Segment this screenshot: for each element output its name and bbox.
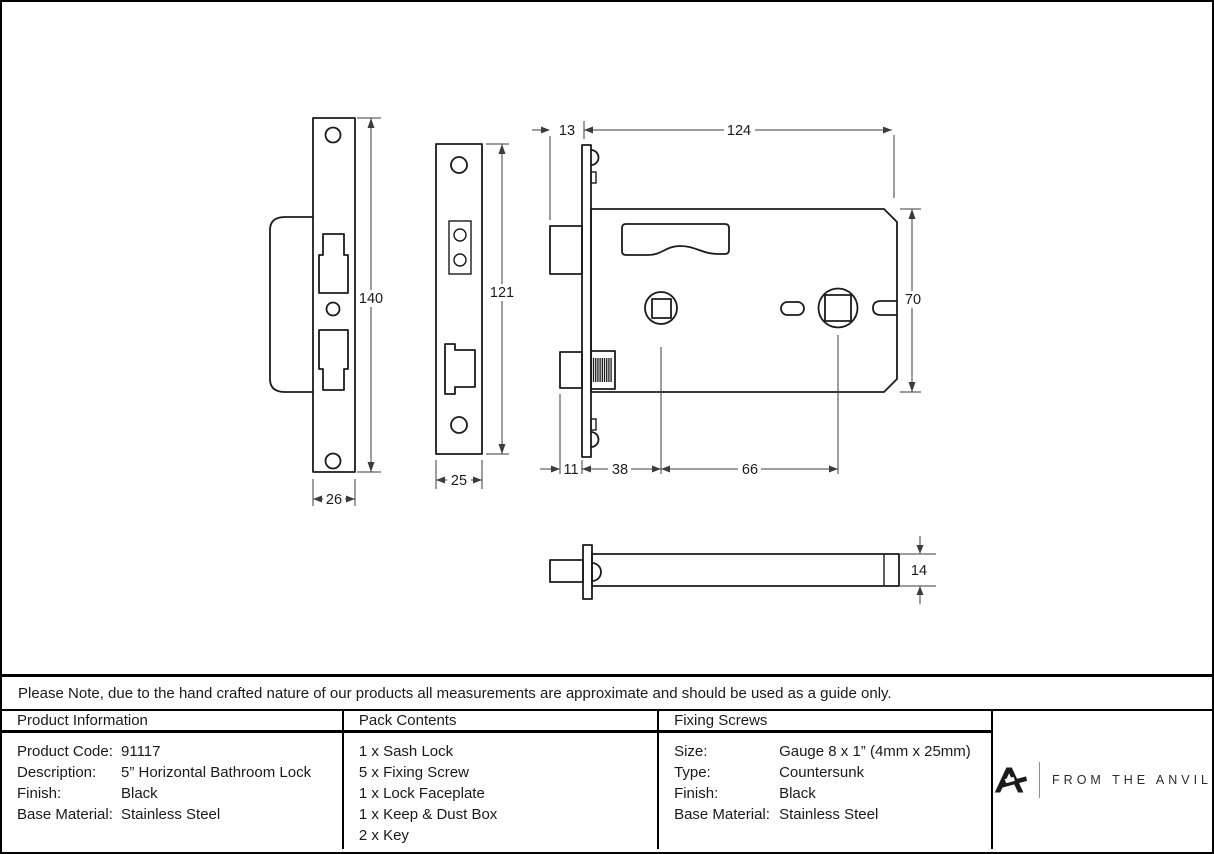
dim-label-26: 26 <box>325 492 343 508</box>
finish-value: Black <box>121 785 158 802</box>
product-code-value: 91117 <box>121 743 161 760</box>
description-label: Description: <box>17 764 97 781</box>
dim-label-70: 70 <box>904 292 922 308</box>
faceplate-edge <box>582 145 591 457</box>
dim-label-25: 25 <box>450 473 468 489</box>
handle-cutout <box>622 224 729 255</box>
product-information-body <box>2 733 342 849</box>
pack-item: 1 x Lock Faceplate <box>358 785 485 802</box>
product-code-label: Product Code: <box>17 743 113 760</box>
screw-finish-label: Finish: <box>674 785 719 802</box>
dim-label-14: 14 <box>910 563 928 579</box>
screw-type-row <box>674 762 991 783</box>
technical-drawing <box>2 2 1212 666</box>
edge-notch <box>873 301 897 315</box>
pack-item: 5 x Fixing Screw <box>358 764 469 781</box>
screw-material-label: Base Material: <box>674 806 770 823</box>
pack-item: 2 x Key <box>358 827 409 844</box>
keep-screw-hole-top <box>326 128 341 143</box>
note-text: Please Note, due to the hand crafted nature of our products all measurements are approximate and should be used as a guide only. <box>18 684 892 702</box>
base-material-value: Stainless Steel <box>121 806 221 823</box>
base-material-row <box>17 804 342 825</box>
keep-bolt-cutout <box>319 330 348 390</box>
dead-bolt <box>560 352 582 388</box>
faceplate-section <box>583 545 592 599</box>
pack-contents-header: Pack Contents <box>344 711 657 733</box>
base-material-label: Base Material: <box>17 806 113 823</box>
keep-latch-cutout <box>319 234 348 293</box>
screw-finish-value: Black <box>779 785 816 802</box>
keep-plate-drawing <box>270 118 383 508</box>
bolt-spring-coil <box>594 358 612 382</box>
faceplate <box>436 144 482 454</box>
keep-screw-hole-bottom <box>326 454 341 469</box>
dim-label-66: 66 <box>741 462 759 478</box>
dim-label-140: 140 <box>358 291 384 307</box>
fixing-screws-body <box>659 733 991 849</box>
dim-label-38: 38 <box>611 462 629 478</box>
dim-label-11: 11 <box>563 462 579 478</box>
screw-finish-row <box>674 783 991 804</box>
logo-divider <box>1039 762 1040 798</box>
dim-label-13: 13 <box>558 123 576 139</box>
screw-material-row <box>674 804 991 825</box>
dim-label-121: 121 <box>489 285 515 301</box>
finish-label: Finish: <box>17 785 62 802</box>
pack-item: 1 x Keep & Dust Box <box>358 806 498 823</box>
screw-size-label: Size: <box>674 743 708 760</box>
fixing-screws-header: Fixing Screws <box>659 711 991 733</box>
spindle-hole-left <box>652 299 671 318</box>
pack-contents-body <box>344 733 657 849</box>
keep-plate <box>313 118 355 472</box>
oval-hole <box>781 302 804 315</box>
snib-hole-bottom <box>454 254 466 266</box>
lock-case-drawing <box>532 121 921 478</box>
product-code-row <box>17 741 342 762</box>
description-value: 5” Horizontal Bathroom Lock <box>121 764 312 781</box>
product-information-header: Product Information <box>2 711 342 733</box>
dust-box-outline <box>270 217 313 392</box>
snib-hole-top <box>454 229 466 241</box>
faceplate-screw-hole-top <box>451 157 467 173</box>
screw-size-value: Gauge 8 x 1” (4mm x 25mm) <box>779 743 971 760</box>
screw-head-top <box>591 150 599 165</box>
lock-faceplate-drawing <box>436 144 514 489</box>
dim-label-124: 124 <box>726 123 752 139</box>
keep-screw-hole-middle <box>327 303 340 316</box>
fixing-screws-column <box>657 711 991 849</box>
faceplate-screw-hole-bottom <box>451 417 467 433</box>
case-section-drawing <box>550 536 936 604</box>
screw-material-value: Stainless Steel <box>779 806 879 823</box>
case-section-body <box>592 554 899 586</box>
screw-type-label: Type: <box>674 764 711 781</box>
pack-contents-column <box>342 711 657 849</box>
anvil-logo-icon <box>993 765 1027 795</box>
screw-size-row <box>674 741 991 762</box>
pack-item: 1 x Sash Lock <box>358 743 454 760</box>
product-information-column <box>2 711 342 849</box>
note-bar <box>2 674 1212 709</box>
spindle-hole-right <box>825 295 851 321</box>
brand-cell <box>991 711 1212 849</box>
latch-bolt <box>550 226 582 274</box>
description-row <box>17 762 342 783</box>
screw-type-value: Countersunk <box>779 764 865 781</box>
latch-aperture <box>445 344 475 394</box>
spindle-boss-left <box>645 292 677 324</box>
spec-table <box>2 709 1212 849</box>
screw-head-bottom <box>591 432 599 447</box>
brand-name: FROM THE ANVIL <box>1052 773 1213 787</box>
latch-bolt-section <box>550 560 583 582</box>
follower-arc <box>592 563 601 581</box>
finish-row <box>17 783 342 804</box>
